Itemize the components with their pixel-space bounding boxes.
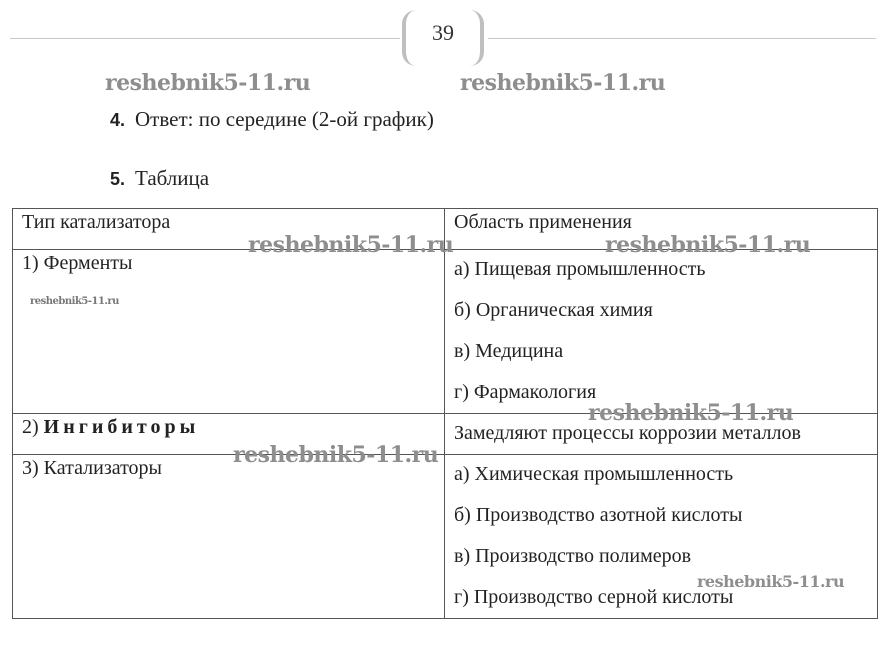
- watermark: reshebnik5-11.ru: [233, 442, 439, 468]
- header-cell-uses: Область применения: [445, 209, 878, 250]
- watermark: reshebnik5-11.ru: [460, 70, 666, 96]
- answer-item-4: [110, 107, 434, 132]
- application-item: б) Органическая химия: [454, 299, 653, 321]
- item-text: Таблица: [135, 166, 210, 190]
- catalyst-type-emphasis: Ингибиторы: [43, 416, 200, 438]
- application-item: г) Производство серной кислоты: [454, 586, 734, 608]
- watermark: reshebnik5-11.ru: [588, 400, 794, 426]
- application-cell: [445, 250, 878, 414]
- watermark: reshebnik5-11.ru: [30, 296, 119, 307]
- table-row: [13, 250, 878, 414]
- application-item: а) Пищевая промышленность: [454, 258, 706, 280]
- page-number: 39: [432, 20, 454, 45]
- application-item: Замедляют процессы коррозии металлов: [454, 422, 801, 444]
- catalyst-type: 1) Ферменты: [22, 252, 133, 274]
- watermark: reshebnik5-11.ru: [697, 572, 845, 591]
- header-rule-left: [10, 38, 400, 39]
- catalyst-type: 2): [22, 416, 44, 438]
- application-item: г) Фармакология: [454, 381, 597, 403]
- watermark: reshebnik5-11.ru: [248, 232, 454, 258]
- item-number: 5.: [110, 169, 126, 189]
- watermark: reshebnik5-11.ru: [105, 70, 311, 96]
- catalyst-type-cell: [13, 250, 445, 414]
- header-rule-right: [488, 38, 876, 39]
- catalyst-type-cell: [13, 455, 445, 619]
- application-cell: [445, 455, 878, 619]
- answer-item-5: [110, 166, 209, 191]
- watermark: reshebnik5-11.ru: [605, 232, 811, 258]
- table-row: [13, 455, 878, 619]
- item-text: Ответ: по середине (2-ой график): [135, 107, 434, 131]
- item-number: 4.: [110, 110, 126, 130]
- application-item: б) Производство азотной кислоты: [454, 504, 743, 526]
- application-item: в) Медицина: [454, 340, 564, 362]
- application-item: в) Производство полимеров: [454, 545, 692, 567]
- application-item: а) Химическая промышленность: [454, 463, 734, 485]
- catalyst-type: 3) Катализаторы: [22, 457, 162, 479]
- header-cell-type: Тип катализатора: [13, 209, 445, 250]
